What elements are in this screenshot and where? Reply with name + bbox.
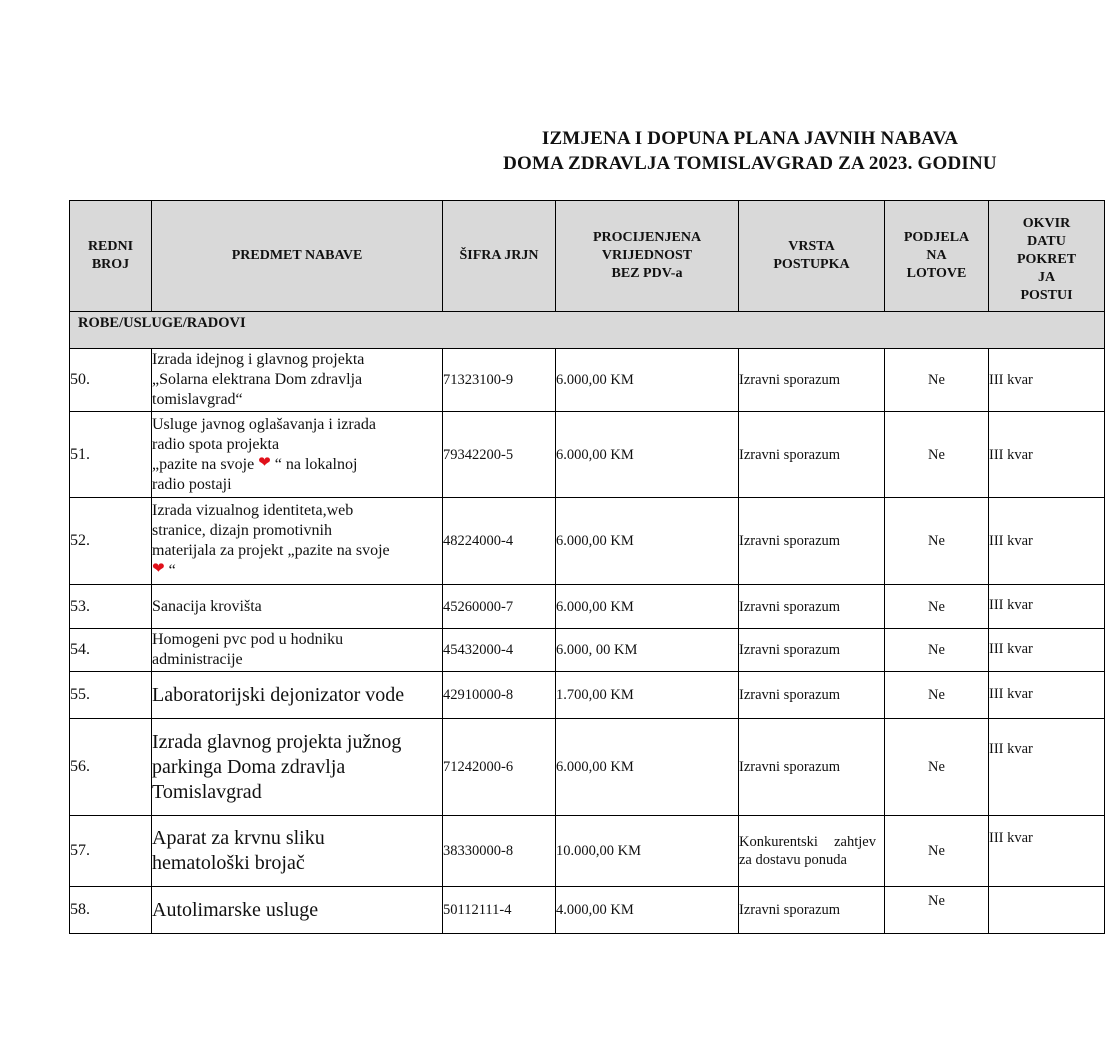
row-subject: Usluge javnog oglašavanja i izrada radio spota projekta „pazite na svoje ❤ “ na lokalnoj radio postaji bbox=[152, 412, 443, 498]
row-value: 10.000,00 KM bbox=[556, 816, 739, 887]
header-procijenjena-vrijednost: PROCIJENJENA VRIJEDNOST BEZ PDV-a bbox=[556, 201, 739, 312]
row-lots: Ne bbox=[885, 498, 989, 585]
row-number: 54. bbox=[70, 629, 152, 672]
row-subject: Izrada glavnog projekta južnog parkinga Doma zdravlja Tomislavgrad bbox=[152, 719, 443, 816]
row-subject: Izrada idejnog i glavnog projekta „Solarna elektrana Dom zdravlja tomislavgrad“ bbox=[152, 349, 443, 412]
row-subject: Laboratorijski dejonizator vode bbox=[152, 672, 443, 719]
header-sifra-jrjn: ŠIFRA JRJN bbox=[443, 201, 556, 312]
row-subject: Homogeni pvc pod u hodniku administracije bbox=[152, 629, 443, 672]
row-subject: Aparat za krvnu sliku hematološki brojač bbox=[152, 816, 443, 887]
row-subject: Autolimarske usluge bbox=[152, 887, 443, 934]
row-number: 58. bbox=[70, 887, 152, 934]
row-value: 6.000,00 KM bbox=[556, 585, 739, 629]
row-procedure: Izravni sporazum bbox=[739, 629, 885, 672]
row-number: 52. bbox=[70, 498, 152, 585]
row-procedure: Izravni sporazum bbox=[739, 412, 885, 498]
header-okvirni-datum: OKVIR DATU POKRET JA POSTUI bbox=[989, 201, 1105, 312]
row-lots: Ne bbox=[885, 887, 989, 934]
header-predmet-nabave: PREDMET NABAVE bbox=[152, 201, 443, 312]
row-code: 50112111-4 bbox=[443, 887, 556, 934]
table-row bbox=[70, 672, 1105, 719]
header-row bbox=[70, 201, 1105, 312]
row-date: III kvar bbox=[989, 412, 1105, 498]
row-code: 79342200-5 bbox=[443, 412, 556, 498]
row-code: 45432000-4 bbox=[443, 629, 556, 672]
row-subject: Sanacija krovišta bbox=[152, 585, 443, 629]
row-code: 38330000-8 bbox=[443, 816, 556, 887]
section-label: ROBE/USLUGE/RADOVI bbox=[70, 312, 1105, 349]
row-number: 51. bbox=[70, 412, 152, 498]
row-procedure: Izravni sporazum bbox=[739, 498, 885, 585]
header-redni-broj: REDNI BROJ bbox=[70, 201, 152, 312]
header-vrsta-postupka: VRSTA POSTUPKA bbox=[739, 201, 885, 312]
row-number: 57. bbox=[70, 816, 152, 887]
table-row bbox=[70, 887, 1105, 934]
heart-icon: ❤ bbox=[152, 559, 165, 577]
row-procedure: Konkurentski zahtjev za dostavu ponuda bbox=[739, 816, 885, 887]
row-lots: Ne bbox=[885, 412, 989, 498]
row-code: 71242000-6 bbox=[443, 719, 556, 816]
row-number: 55. bbox=[70, 672, 152, 719]
table-row bbox=[70, 412, 1105, 498]
row-number: 53. bbox=[70, 585, 152, 629]
row-subject: Izrada vizualnog identiteta,web stranice, dizajn promotivnih materijala za projekt „pazite na svoje ❤ “ bbox=[152, 498, 443, 585]
title-line-2: DOMA ZDRAVLJA TOMISLAVGRAD ZA 2023. GODINU bbox=[503, 153, 997, 174]
row-date: III kvar bbox=[989, 585, 1105, 629]
row-value: 1.700,00 KM bbox=[556, 672, 739, 719]
row-value: 6.000,00 KM bbox=[556, 349, 739, 412]
row-date: III kvar bbox=[989, 816, 1105, 887]
row-date: III kvar bbox=[989, 498, 1105, 585]
row-lots: Ne bbox=[885, 816, 989, 887]
row-value: 6.000,00 KM bbox=[556, 719, 739, 816]
section-row bbox=[70, 312, 1105, 349]
row-date bbox=[989, 887, 1105, 934]
row-number: 50. bbox=[70, 349, 152, 412]
row-code: 45260000-7 bbox=[443, 585, 556, 629]
table-row bbox=[70, 629, 1105, 672]
row-value: 6.000,00 KM bbox=[556, 412, 739, 498]
row-procedure: Izravni sporazum bbox=[739, 719, 885, 816]
row-code: 42910000-8 bbox=[443, 672, 556, 719]
table-row bbox=[70, 498, 1105, 585]
row-lots: Ne bbox=[885, 672, 989, 719]
row-date: III kvar bbox=[989, 349, 1105, 412]
row-lots: Ne bbox=[885, 719, 989, 816]
row-procedure: Izravni sporazum bbox=[739, 672, 885, 719]
row-date: III kvar bbox=[989, 672, 1105, 719]
heart-icon: ❤ bbox=[258, 452, 271, 471]
row-procedure: Izravni sporazum bbox=[739, 585, 885, 629]
title-line-1: IZMJENA I DOPUNA PLANA JAVNIH NABAVA bbox=[541, 128, 959, 149]
procurement-plan-table bbox=[69, 200, 1105, 934]
row-value: 6.000, 00 KM bbox=[556, 629, 739, 672]
row-number: 56. bbox=[70, 719, 152, 816]
header-podjela-na-lotove: PODJELA NA LOTOVE bbox=[885, 201, 989, 312]
row-value: 6.000,00 KM bbox=[556, 498, 739, 585]
table-row bbox=[70, 719, 1105, 816]
row-code: 71323100-9 bbox=[443, 349, 556, 412]
row-value: 4.000,00 KM bbox=[556, 887, 739, 934]
row-lots: Ne bbox=[885, 585, 989, 629]
table-row bbox=[70, 816, 1105, 887]
row-date: III kvar bbox=[989, 629, 1105, 672]
table-row bbox=[70, 585, 1105, 629]
row-procedure: Izravni sporazum bbox=[739, 349, 885, 412]
row-lots: Ne bbox=[885, 349, 989, 412]
row-lots: Ne bbox=[885, 629, 989, 672]
row-code: 48224000-4 bbox=[443, 498, 556, 585]
row-date: III kvar bbox=[989, 719, 1105, 816]
table-row bbox=[70, 349, 1105, 412]
row-procedure: Izravni sporazum bbox=[739, 887, 885, 934]
document-title bbox=[440, 126, 1060, 176]
